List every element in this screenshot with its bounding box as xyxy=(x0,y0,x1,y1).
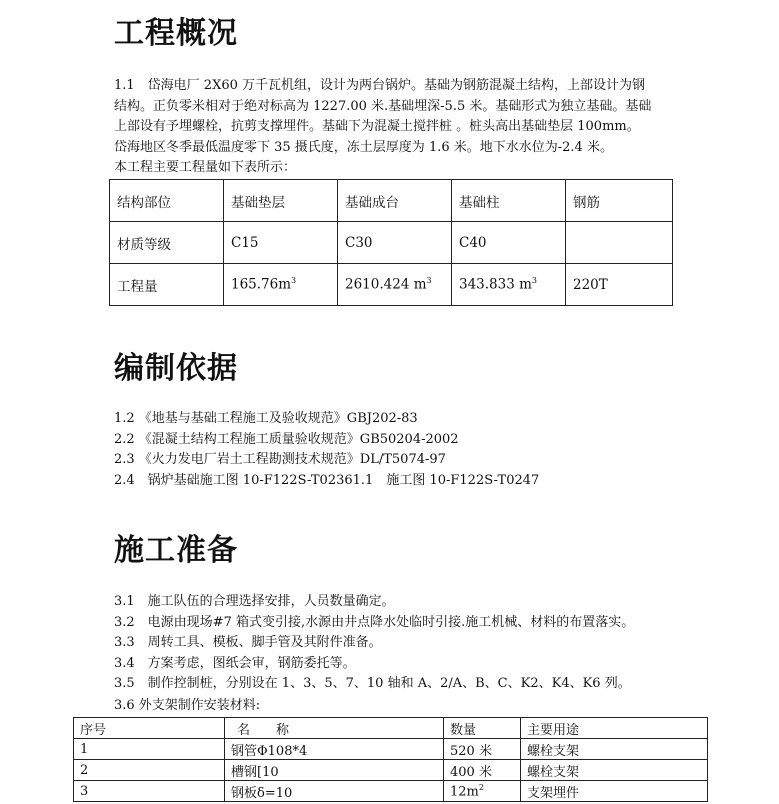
quantity-table xyxy=(109,179,673,306)
quantity-value: 12m xyxy=(450,784,479,800)
basis-list xyxy=(114,409,539,491)
unit-superscript: 3 xyxy=(291,276,297,286)
list-item: 1.2 《地基与基础工程施工及验收规范》GBJ202-83 xyxy=(114,411,418,426)
list-item: 2.4 锅炉基础施工图 10-F122S-T02361.1 施工图 10-F122S-T0247 xyxy=(114,472,540,488)
table-cell: C15 xyxy=(224,222,338,264)
table-cell: 工程量 xyxy=(110,264,224,306)
table-cell xyxy=(566,222,673,264)
quantity-value: 2610.424 m xyxy=(345,276,427,293)
table-cell: 主要用途 xyxy=(521,718,708,739)
table-cell: 数量 xyxy=(444,718,521,739)
list-item: 2.3 《火力发电厂岩土工程勘测技术规范》DL/T5074-97 xyxy=(114,452,446,468)
table-cell: 名 称 xyxy=(225,718,444,739)
table-cell: 钢筋 xyxy=(566,180,673,222)
material-subheading: 3.6 外支架制作安装材料: xyxy=(114,698,261,713)
table-cell: 钢板δ=10 xyxy=(225,781,444,802)
table-cell: 结构部位 xyxy=(110,180,224,222)
list-item: 2.2 《混凝土结构工程施工质量验收规范》GB50204-2002 xyxy=(114,431,459,447)
table-cell: C30 xyxy=(338,222,452,264)
list-item: 3.2 电源由现场#7 箱式变引接,水源由井点降水处临时引接.施工机械、材料的布置落实。 xyxy=(114,614,635,630)
unit-superscript: 2 xyxy=(478,782,484,792)
material-table xyxy=(73,717,708,802)
table-cell: 2 xyxy=(74,760,225,781)
unit-superscript: 3 xyxy=(531,276,538,286)
table-cell: 基础柱 xyxy=(452,180,566,222)
list-item: 3.3 周转工具、模板、脚手管及其附件准备。 xyxy=(114,635,382,651)
list-item: 3.5 制作控制桩，分别设在 1、3、5、7、10 轴和 A、2/A、B、C、K2、K4、K6 列。 xyxy=(114,676,631,692)
table-row xyxy=(74,739,708,760)
quantity-value: 165.76m xyxy=(231,276,292,293)
table-cell: 3 xyxy=(74,781,225,802)
table-cell: 螺栓支架 xyxy=(521,739,708,760)
table-cell xyxy=(444,781,521,802)
table-row xyxy=(110,180,673,222)
table-cell xyxy=(338,264,452,306)
section-heading-preparation: 施工准备 xyxy=(114,533,238,568)
table-cell: C40 xyxy=(452,222,566,264)
unit-superscript: 3 xyxy=(426,276,432,286)
table-row xyxy=(74,760,708,781)
table-cell xyxy=(452,264,566,306)
list-item: 3.4 方案考虑，图纸会审，钢筋委托等。 xyxy=(114,655,356,671)
table-cell: 材质等级 xyxy=(110,222,224,264)
table-cell: 520 米 xyxy=(444,739,521,760)
table-row xyxy=(110,264,673,306)
table-cell: 序号 xyxy=(74,718,225,739)
table-row xyxy=(74,781,708,802)
overview-line: 本工程主要工程量如下表所示： xyxy=(114,160,297,175)
overview-line: 结构。正负零米相对于绝对标高为 1227.00 米.基础埋深-5.5 米。基础形式为独立基础。基础 xyxy=(114,98,652,114)
table-cell: 220T xyxy=(566,264,673,306)
section-heading-basis: 编制依据 xyxy=(114,351,238,386)
table-cell: 1 xyxy=(74,739,225,760)
overview-line: 上部设有予埋螺栓，抗剪支撑埋件。基础下为混凝土搅拌桩 。桩头高出基础垫层 100mm。 xyxy=(114,119,640,134)
table-row xyxy=(74,718,708,739)
table-cell: 支架埋件 xyxy=(521,781,708,802)
quantity-value: 343.833 m xyxy=(459,276,532,293)
table-cell xyxy=(224,264,338,306)
table-cell: 钢管Φ108*4 xyxy=(225,739,444,760)
overview-line: 1.1 岱海电厂 2X60 万千瓦机组，设计为两台锅炉。基础为钢筋混凝土结构，上部设计为钢 xyxy=(114,78,646,93)
list-item: 3.1 施工队伍的合理选择安排，人员数量确定。 xyxy=(114,594,395,609)
table-row xyxy=(110,222,673,264)
table-cell: 400 米 xyxy=(444,760,521,781)
preparation-list xyxy=(114,592,634,695)
overview-line: 岱海地区冬季最低温度零下 35 摄氏度，冻土层厚度为 1.6 米。地下水水位为-2.4 米。 xyxy=(114,139,613,155)
section-heading-overview: 工程概况 xyxy=(114,16,238,51)
table-cell: 基础成台 xyxy=(338,180,452,222)
table-cell: 螺栓支架 xyxy=(521,760,708,781)
table-cell: 槽钢[10 xyxy=(225,760,444,781)
table-cell: 基础垫层 xyxy=(224,180,338,222)
overview-paragraph xyxy=(114,76,674,179)
